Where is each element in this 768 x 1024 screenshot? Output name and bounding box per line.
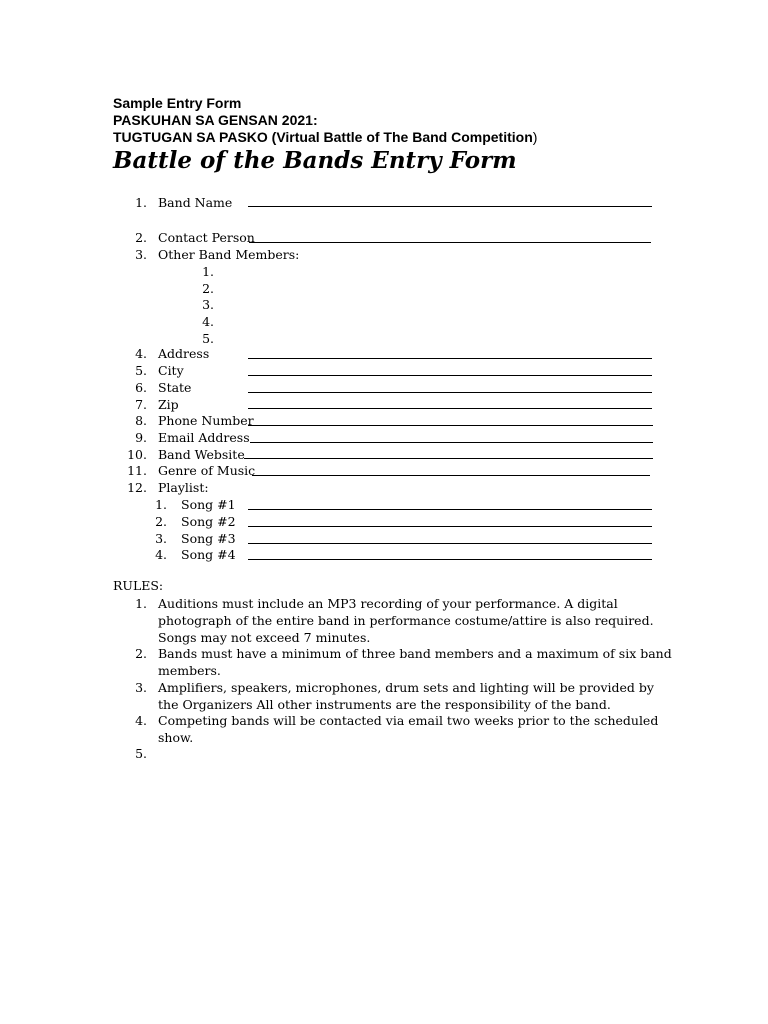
rule-item: [113, 713, 673, 747]
song-1-input[interactable]: [248, 509, 652, 510]
rules-heading: RULES:: [113, 578, 164, 593]
member-item-number: 2.: [202, 281, 214, 296]
zip-input[interactable]: [248, 408, 652, 409]
field-number: 12.: [127, 480, 147, 495]
band-name-input[interactable]: [248, 206, 652, 207]
song-label: Song #2: [181, 514, 236, 529]
zip-label: Zip: [158, 397, 179, 412]
song-number: 2.: [155, 514, 167, 529]
rule-item: [113, 680, 673, 714]
phone-input[interactable]: [248, 425, 653, 426]
member-item-number: 3.: [202, 297, 214, 312]
field-number: 5.: [135, 363, 147, 378]
competition-title-text: TUGTUGAN SA PASKO (Virtual Battle of The Band Competition: [113, 129, 533, 145]
website-label: Band Website: [158, 447, 245, 462]
state-label: State: [158, 380, 192, 395]
song-number: 4.: [155, 547, 167, 562]
other-members-label: Other Band Members:: [158, 247, 300, 262]
page-title: Battle of the Bands Entry Form: [113, 147, 517, 174]
member-item-number: 1.: [202, 264, 214, 279]
state-input[interactable]: [248, 392, 652, 393]
field-number: 6.: [135, 380, 147, 395]
field-number: 11.: [127, 463, 147, 478]
song-3-input[interactable]: [248, 543, 652, 544]
field-number: 9.: [135, 430, 147, 445]
song-label: Song #1: [181, 497, 236, 512]
address-label: Address: [158, 346, 210, 361]
rule-text: Auditions must include an MP3 recording of your performance. A digital photograph of the entire band in performance costume/attire is also required. Songs may not exceed 7 minutes.: [158, 596, 654, 645]
rule-text: Competing bands will be contacted via email two weeks prior to the scheduled show.: [158, 713, 659, 745]
rule-number: 3.: [135, 680, 147, 695]
rule-number: 1.: [135, 596, 147, 611]
song-number: 3.: [155, 531, 167, 546]
city-input[interactable]: [248, 375, 652, 376]
event-title: PASKUHAN SA GENSAN 2021:: [113, 112, 318, 128]
genre-label: Genre of Music: [158, 463, 256, 478]
playlist-label: Playlist:: [158, 480, 209, 495]
email-label: Email Address: [158, 430, 250, 445]
city-label: City: [158, 363, 184, 378]
field-number: 4.: [135, 346, 147, 361]
song-label: Song #4: [181, 547, 236, 562]
phone-label: Phone Number: [158, 413, 254, 428]
member-item-number: 4.: [202, 314, 214, 329]
band-name-label: Band Name: [158, 195, 233, 210]
field-number: 8.: [135, 413, 147, 428]
rule-number: 2.: [135, 646, 147, 661]
contact-person-input[interactable]: [249, 242, 651, 243]
competition-title-close: ): [532, 129, 538, 145]
form-subtitle: Sample Entry Form: [113, 95, 242, 111]
field-number: 3.: [135, 247, 147, 262]
song-2-input[interactable]: [248, 526, 652, 527]
competition-title: [113, 129, 537, 146]
song-number: 1.: [155, 497, 167, 512]
email-input[interactable]: [250, 442, 653, 443]
field-number: 7.: [135, 397, 147, 412]
member-item-number: 5.: [202, 331, 214, 346]
song-4-input[interactable]: [248, 559, 652, 560]
rule-number: 4.: [135, 713, 147, 728]
rule-number: 5.: [135, 746, 147, 761]
rule-text: Bands must have a minimum of three band members and a maximum of six band members.: [158, 646, 672, 678]
website-input[interactable]: [244, 458, 653, 459]
rule-text: Amplifiers, speakers, microphones, drum sets and lighting will be provided by the Organizers All other instruments are the responsibility of the band.: [158, 680, 654, 712]
rule-item: [113, 746, 673, 763]
contact-person-label: Contact Person: [158, 230, 255, 245]
address-input[interactable]: [248, 358, 652, 359]
song-label: Song #3: [181, 531, 236, 546]
field-number: 2.: [135, 230, 147, 245]
genre-input[interactable]: [252, 475, 650, 476]
rule-item: [113, 596, 673, 646]
field-number: 1.: [135, 195, 147, 210]
field-number: 10.: [127, 447, 147, 462]
rule-item: [113, 646, 673, 680]
